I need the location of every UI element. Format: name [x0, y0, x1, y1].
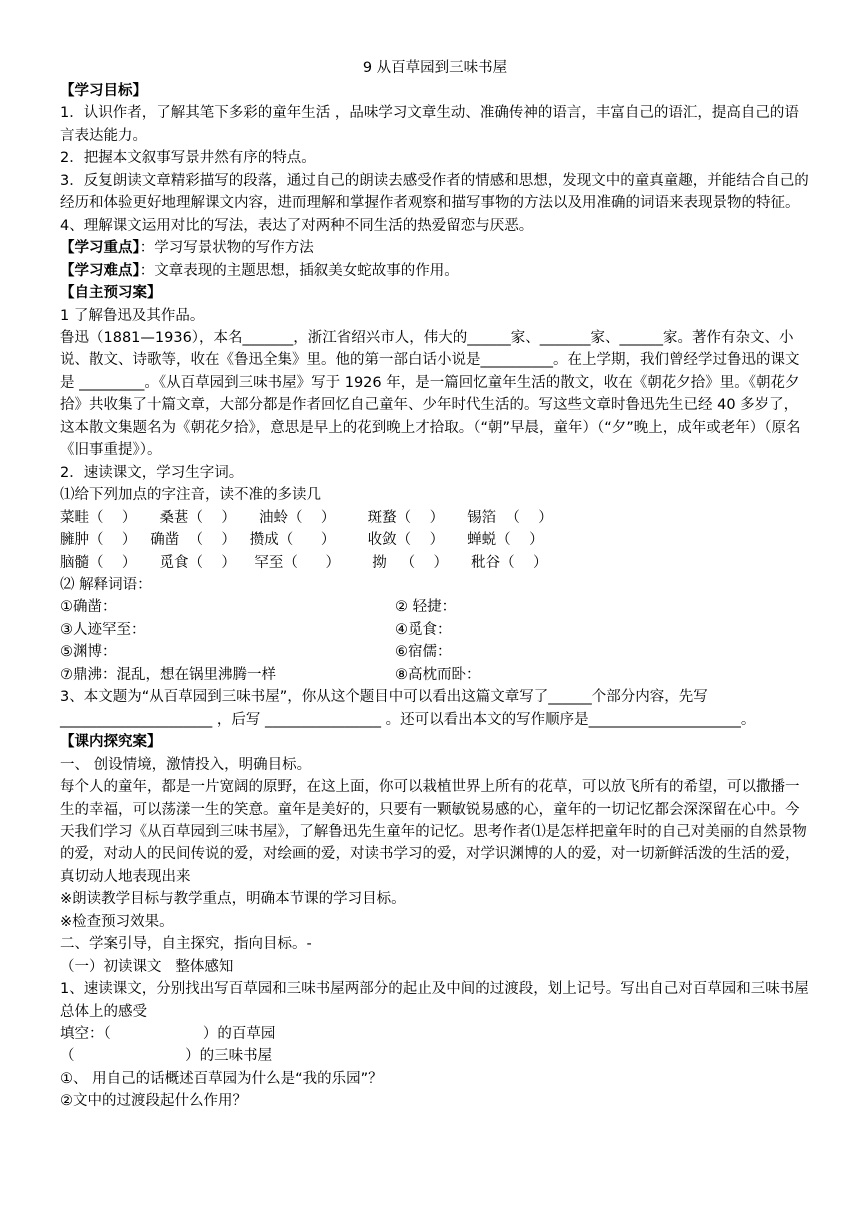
explore-sub-1: （一）初读课文 整体感知: [60, 958, 234, 975]
goal-item-4: 4、理解课文运用对比的写法，表达了对两种不同生活的热爱留恋与厌恶。: [60, 217, 534, 234]
preview-item-1-text: 鲁迅（1881—1936），本名_______，浙江省绍兴市人，伟大的______家、_______家、______家。著作有杂文、小说、散文、诗歌等，收在《鲁迅全集》里。他的第一部白话小说是__________。在上学期，我们曾经学过鲁迅的课文是 _________。《从百草园到三味书屋》写于 1926 年，是一篇回忆童年生活的散文，收在《朝花夕拾》里。《朝花夕拾》共收集了十篇文章，大部分都是作者回忆自己童年、少年时代生活的。写这些文章时鲁迅先生已经 40 多岁了，这本散文集题名为《朝花夕拾》，意思是早上的花到晚上才拾取。（“朝”早晨，童年）（“夕”晚上，成年或老年）（原名《旧事重提》）。: [60, 329, 801, 459]
explain-row-3: [60, 641, 810, 663]
explore-question-2: ①、 用自己的话概述百草园为什么是“我的乐园”？: [60, 1070, 383, 1087]
preview-item-2-title: 2．速读课文，学习生字词。: [60, 464, 244, 481]
pinyin-row-3: 脑髓（ ） 觅食（ ） 罕至（ ） 拗 （ ） 秕谷（ ）: [60, 554, 548, 571]
difficulty-text: ：文章表现的主题思想，插叙美女蛇故事的作用。: [139, 262, 459, 279]
explain-term-7: ⑦鼎沸：混乱，想在锅里沸腾一样: [60, 666, 276, 683]
pinyin-row-1: 菜畦（ ） 桑葚（ ） 油蛉（ ） 斑蝥（ ） 锡箔 （ ）: [60, 509, 553, 526]
explain-term-1: ①确凿：: [60, 599, 117, 616]
explain-term-4: ④觅食：: [395, 621, 452, 638]
explore-part-1: 一、 创设情境，激情投入，明确目标。: [60, 756, 312, 773]
preview-item-3-text: 3、本文题为“从百草园到三味书屋”，你从这个题目中可以看出这篇文章写了______个部分内容，先写_____________________ ，后写 ________________ 。还可以看出本文的写作顺序是_____________________。: [60, 689, 756, 728]
fill-blank-2: （ ）的三味书屋: [60, 1048, 273, 1065]
pinyin-title: ⑴给下列加点的字注音，读不准的多读几: [60, 487, 321, 504]
explore-question-1: 1、速读课文，分别找出写百草园和三味书屋两部分的起止及中间的过渡段，划上记号。写出自己对百草园和三味书屋总体上的感受: [60, 981, 809, 1020]
fill-blank-1: 填空：（ ）的百草园: [60, 1026, 276, 1043]
explain-term-6: ⑥宿儒：: [395, 644, 452, 661]
preview-heading: 【自主预习案】: [60, 285, 162, 302]
goal-item-3: 3．反复朗读文章精彩描写的段落，通过自己的朗读去感受作者的情感和思想，发现文中的童真童趣，并能结合自己的经历和体验更好地理解课文内容，进而理解和掌握作者观察和描写事物的方法以及用准确的词语来表现景物的特征。: [60, 172, 809, 212]
document-title: 9 从百草园到三味书屋: [362, 60, 508, 76]
preview-item-1-title: 1 了解鲁迅及其作品。: [60, 307, 205, 324]
explore-part-1-text: 每个人的童年，都是一片宽阔的原野，在这上面，你可以栽植世界上所有的花草，可以放飞所有的希望，可以撒播一生的幸福，可以荡漾一生的笑意。童年是美好的，只要有一颗敏锐易感的心，童年的一切记忆都会深深留在心中。今天我们学习《从百草园到三味书屋》，了解鲁迅先生童年的记忆。思考作者⑴是怎样把童年时的自己对美丽的自然景物的爱，对动人的民间传说的爱，对绘画的爱，对读书学习的爱，对学识渊博的人的爱，对一切新鲜活泼的生活的爱，真切动人地表现出来: [60, 779, 807, 885]
explain-row-1: [60, 596, 810, 618]
explain-term-8: ⑧高枕而卧：: [395, 666, 481, 683]
explain-row-2: [60, 619, 810, 641]
goals-heading: 【学习目标】: [60, 83, 147, 99]
document-page: [60, 58, 810, 1113]
explore-part-2: 二、学案引导，自主探究，指向目标。-: [60, 936, 312, 953]
explore-question-3: ②文中的过渡段起什么作用？: [60, 1093, 247, 1110]
explain-row-4: [60, 664, 810, 686]
explore-heading: 【课内探究案】: [60, 734, 162, 751]
explain-term-5: ⑤渊博：: [60, 644, 117, 661]
key-point-text: ：学习写景状物的写作方法: [139, 240, 314, 257]
explain-term-2: ② 轻捷：: [395, 599, 457, 616]
explain-term-3: ③人迹罕至：: [60, 621, 146, 638]
explore-note-1: ※朗读教学目标与教学重点，明确本节课的学习目标。: [60, 891, 406, 908]
difficulty-label: 【学习难点】: [60, 262, 140, 279]
explore-note-2: ※检查预习效果。: [60, 913, 174, 930]
pinyin-row-2: 臃肿（ ） 确凿 （ ） 攒成（ ） 收敛（ ） 蝉蜕（ ）: [60, 532, 544, 549]
explain-title: ⑵ 解释词语：: [60, 576, 152, 593]
goal-item-2: 2．把握本文叙事写景井然有序的特点。: [60, 150, 316, 167]
key-point-label: 【学习重点】: [60, 240, 140, 257]
goal-item-1: 1．认识作者，了解其笔下多彩的童年生活 ，品味学习文章生动、准确传神的语言，丰富自己的语汇，提高自己的语言表达能力。: [60, 105, 799, 144]
difficulty-point: [60, 260, 810, 282]
key-point: [60, 237, 810, 259]
